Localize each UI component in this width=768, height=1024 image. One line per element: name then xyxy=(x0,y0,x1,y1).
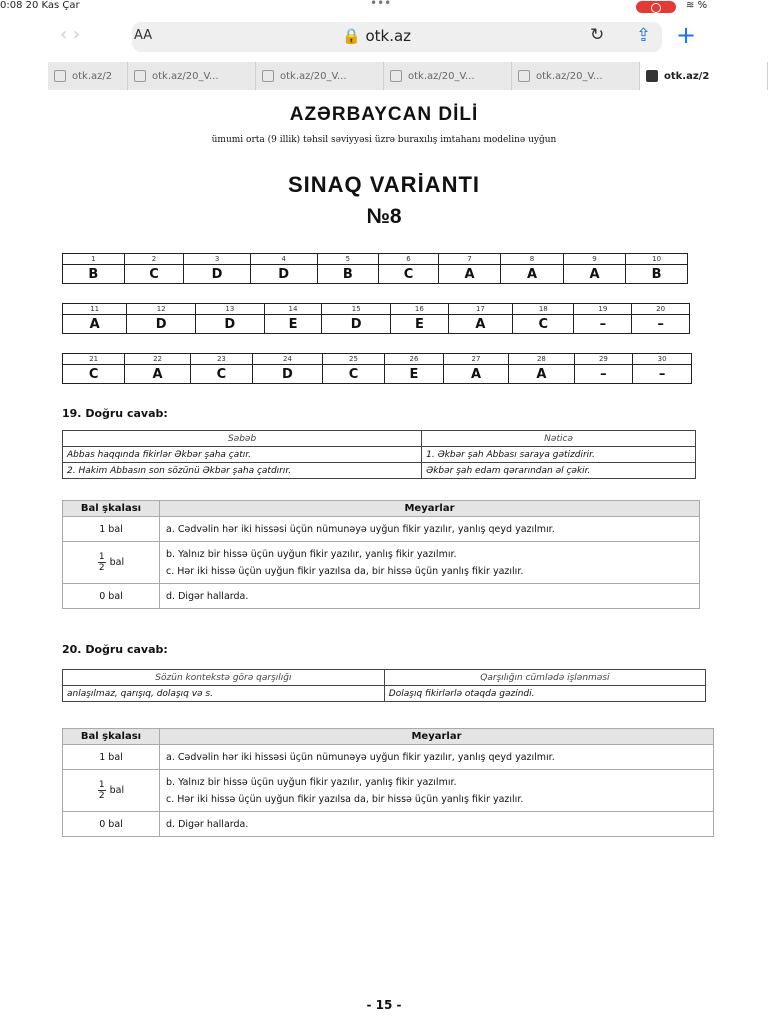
score-cell: 1 bal xyxy=(63,517,160,542)
answer-letter: A xyxy=(438,265,500,284)
answer-letter: A xyxy=(448,315,512,334)
answer-letter: D xyxy=(322,315,391,334)
answer-letter: C xyxy=(124,265,184,284)
new-tab-icon[interactable]: + xyxy=(676,21,697,49)
tab-favicon-icon xyxy=(390,70,402,82)
score-cell xyxy=(63,542,160,584)
table-row xyxy=(63,463,696,479)
answer-number: 5 xyxy=(317,254,379,265)
answer-number: 14 xyxy=(264,304,322,315)
table-header-row xyxy=(63,431,696,447)
reader-settings-button[interactable]: AA xyxy=(134,28,153,43)
answer-number: 11 xyxy=(63,304,127,315)
answer-number: 25 xyxy=(322,354,384,365)
table-row xyxy=(63,584,700,609)
criteria-b: b. Yalnız bir hissə üçün uyğun fikir yazılır, yanlış fikir yazılmır. xyxy=(166,776,457,788)
answer-letter: D xyxy=(127,315,196,334)
address-bar xyxy=(52,18,764,58)
answer-number: 26 xyxy=(385,354,444,365)
column-header: Bal şkalası xyxy=(63,501,160,517)
answer-number: 13 xyxy=(196,304,265,315)
tab[interactable] xyxy=(384,62,512,90)
column-header: Səbəb xyxy=(63,431,422,447)
answer-letter: C xyxy=(322,365,384,384)
column-header: Meyarlar xyxy=(160,501,700,517)
answer-letter: A xyxy=(63,315,127,334)
answer-number: 9 xyxy=(563,254,625,265)
doc-subtitle: ümumi orta (9 illik) təhsil səviyyəsi üzrə buraxılış imtahanı modelinə uyğun xyxy=(211,135,557,145)
answer-letter: D xyxy=(196,315,265,334)
table-row xyxy=(63,770,714,812)
status-bar xyxy=(0,0,768,14)
answer-letter: C xyxy=(379,265,439,284)
answer-key-table-3 xyxy=(62,353,692,384)
tab-active[interactable] xyxy=(640,62,768,90)
column-header: Meyarlar xyxy=(160,729,714,745)
score-cell: 1 bal xyxy=(63,745,160,770)
answer-number: 24 xyxy=(253,354,323,365)
answer-number: 27 xyxy=(443,354,508,365)
answer-letter: A xyxy=(443,365,508,384)
score-cell xyxy=(63,770,160,812)
score-unit: bal xyxy=(109,557,125,568)
table-row xyxy=(63,542,700,584)
answer-letter: A xyxy=(501,265,563,284)
table-cell: Əkbər şah edam qərarından əl çəkir. xyxy=(422,463,696,479)
answer-letter: E xyxy=(264,315,322,334)
fraction xyxy=(98,780,106,801)
answer-number: 15 xyxy=(322,304,391,315)
answer-number: 23 xyxy=(190,354,252,365)
table-header-row xyxy=(63,729,714,745)
column-header: Qarşılığın cümlədə işlənməsi xyxy=(384,670,705,686)
answer-number-row xyxy=(63,304,690,315)
answer-number-row xyxy=(63,254,688,265)
answer-number: 22 xyxy=(125,354,190,365)
wifi-icon: ≋ % xyxy=(686,0,708,11)
tab-favicon-icon xyxy=(646,70,658,82)
tab-label: otk.az/20_V... xyxy=(536,70,603,82)
score-cell: 0 bal xyxy=(63,812,160,837)
tab-label: otk.az/20_V... xyxy=(408,70,475,82)
answer-number-row xyxy=(63,354,692,365)
answer-letter: B xyxy=(63,265,125,284)
answer-letter: – xyxy=(574,315,632,334)
score-unit: bal xyxy=(109,785,125,796)
answer-letter: A xyxy=(509,365,574,384)
answer-number: 16 xyxy=(391,304,449,315)
back-forward-icon[interactable]: ‹ › xyxy=(60,24,81,45)
answer-letter: A xyxy=(563,265,625,284)
tab-label: otk.az/2 xyxy=(664,70,710,82)
table-cell: 1. Əkbər şah Abbası saraya gətizdirir. xyxy=(422,447,696,463)
answer-letter: D xyxy=(184,265,251,284)
tab-label: otk.az/20_V... xyxy=(280,70,347,82)
q19-score-table xyxy=(62,500,700,609)
table-cell: Dolaşıq fikirlərlə otaqda gəzindi. xyxy=(384,686,705,702)
tab-favicon-icon xyxy=(134,70,146,82)
q20-heading: 20. Doğru cavab: xyxy=(62,643,168,656)
criteria-cell xyxy=(160,542,700,584)
answer-number: 3 xyxy=(184,254,251,265)
answer-letter: B xyxy=(626,265,688,284)
column-header: Nəticə xyxy=(422,431,696,447)
tab[interactable] xyxy=(512,62,640,90)
answer-number: 12 xyxy=(127,304,196,315)
answer-letter: B xyxy=(317,265,379,284)
criteria-cell xyxy=(160,770,714,812)
answer-number: 17 xyxy=(448,304,512,315)
answer-number: 8 xyxy=(501,254,563,265)
answer-letter: E xyxy=(385,365,444,384)
criteria-b: b. Yalnız bir hissə üçün uyğun fikir yazılır, yanlış fikir yazılmır. xyxy=(166,548,457,560)
answer-letter-row xyxy=(63,265,688,284)
tab-favicon-icon xyxy=(518,70,530,82)
tab-favicon-icon xyxy=(54,70,66,82)
answer-number: 19 xyxy=(574,304,632,315)
answer-letter: A xyxy=(125,365,190,384)
recording-indicator-icon[interactable] xyxy=(636,1,676,13)
answer-number: 7 xyxy=(438,254,500,265)
answer-letter: C xyxy=(190,365,252,384)
criteria-cell: a. Cədvəlin hər iki hissəsi üçün nümunəyə uyğun fikir yazılır, yanlış qeyd yazılmır. xyxy=(160,745,714,770)
answer-letter: D xyxy=(250,265,317,284)
variant-number: №8 xyxy=(366,205,402,228)
answer-number: 29 xyxy=(574,354,633,365)
fraction-denominator: 2 xyxy=(98,563,105,573)
criteria-cell: a. Cədvəlin hər iki hissəsi üçün nümunəyə uyğun fikir yazılır, yanlış qeyd yazılmır. xyxy=(160,517,700,542)
q20-score-table xyxy=(62,728,714,837)
fraction-denominator: 2 xyxy=(98,791,105,801)
battery-label: % xyxy=(697,0,708,11)
answer-number: 18 xyxy=(513,304,574,315)
answer-letter-row xyxy=(63,315,690,334)
page-number: - 15 - xyxy=(366,998,402,1012)
q19-heading: 19. Doğru cavab: xyxy=(62,407,168,420)
tab[interactable] xyxy=(48,62,128,90)
table-row xyxy=(63,447,696,463)
answer-number: 10 xyxy=(626,254,688,265)
table-header-row xyxy=(63,670,706,686)
table-row xyxy=(63,517,700,542)
answer-letter: E xyxy=(391,315,449,334)
tab-label: otk.az/20_V... xyxy=(152,70,219,82)
answer-letter: – xyxy=(633,365,692,384)
column-header: Sözün kontekstə görə qarşılığı xyxy=(63,670,385,686)
score-cell: 0 bal xyxy=(63,584,160,609)
answer-letter: C xyxy=(63,365,125,384)
share-icon[interactable]: ⇪ xyxy=(636,25,652,46)
answer-number: 28 xyxy=(509,354,574,365)
answer-number: 1 xyxy=(63,254,125,265)
criteria-c: c. Hər iki hissə üçün uyğun fikir yazılsa da, bir hissə üçün yanlış fikir yazılır. xyxy=(166,793,524,805)
tab-favicon-icon xyxy=(262,70,274,82)
answer-number: 4 xyxy=(250,254,317,265)
answer-number: 2 xyxy=(124,254,184,265)
answer-letter: D xyxy=(253,365,323,384)
criteria-cell: d. Digər hallarda. xyxy=(160,584,700,609)
host-text: otk.az xyxy=(365,27,412,45)
fraction-numerator: 1 xyxy=(98,552,105,562)
answer-number: 6 xyxy=(379,254,439,265)
q20-answer-table xyxy=(62,669,706,702)
answer-letter-row xyxy=(63,365,692,384)
answer-letter: C xyxy=(513,315,574,334)
answer-key-table-1 xyxy=(62,253,688,284)
doc-title: AZƏRBAYCAN DİLİ xyxy=(289,104,479,125)
table-row xyxy=(63,745,714,770)
clock: 0:08 20 Kas Çar xyxy=(0,0,80,11)
url-host[interactable]: 🔒 otk.az xyxy=(342,27,412,45)
column-header: Bal şkalası xyxy=(63,729,160,745)
criteria-c: c. Hər iki hissə üçün uyğun fikir yazılsa da, bir hissə üçün yanlış fikir yazılır. xyxy=(166,565,524,577)
document-page xyxy=(48,92,720,1024)
answer-letter: – xyxy=(632,315,690,334)
tab-bar xyxy=(48,62,768,90)
fraction-numerator: 1 xyxy=(98,780,105,790)
table-cell: 2. Hakim Abbasın son sözünü Əkbər şaha çatdırır. xyxy=(63,463,422,479)
table-header-row xyxy=(63,501,700,517)
table-cell: anlaşılmaz, qarışıq, dolaşıq və s. xyxy=(63,686,385,702)
answer-number: 20 xyxy=(632,304,690,315)
reload-icon[interactable]: ↻ xyxy=(590,25,605,45)
answer-number: 30 xyxy=(633,354,692,365)
criteria-cell: d. Digər hallarda. xyxy=(160,812,714,837)
fraction xyxy=(98,552,106,573)
tab[interactable] xyxy=(128,62,256,90)
more-dots-icon[interactable]: ••• xyxy=(370,0,392,10)
q19-answer-table xyxy=(62,430,696,479)
answer-number: 21 xyxy=(63,354,125,365)
answer-letter: – xyxy=(574,365,633,384)
table-row xyxy=(63,812,714,837)
table-row xyxy=(63,686,706,702)
tab-label: otk.az/2 xyxy=(72,70,113,82)
tab[interactable] xyxy=(256,62,384,90)
table-cell: Abbas haqqında fikirlər Əkbər şaha çatır. xyxy=(63,447,422,463)
variant-title: SINAQ VARİANTI xyxy=(287,172,481,197)
answer-key-table-2 xyxy=(62,303,690,334)
